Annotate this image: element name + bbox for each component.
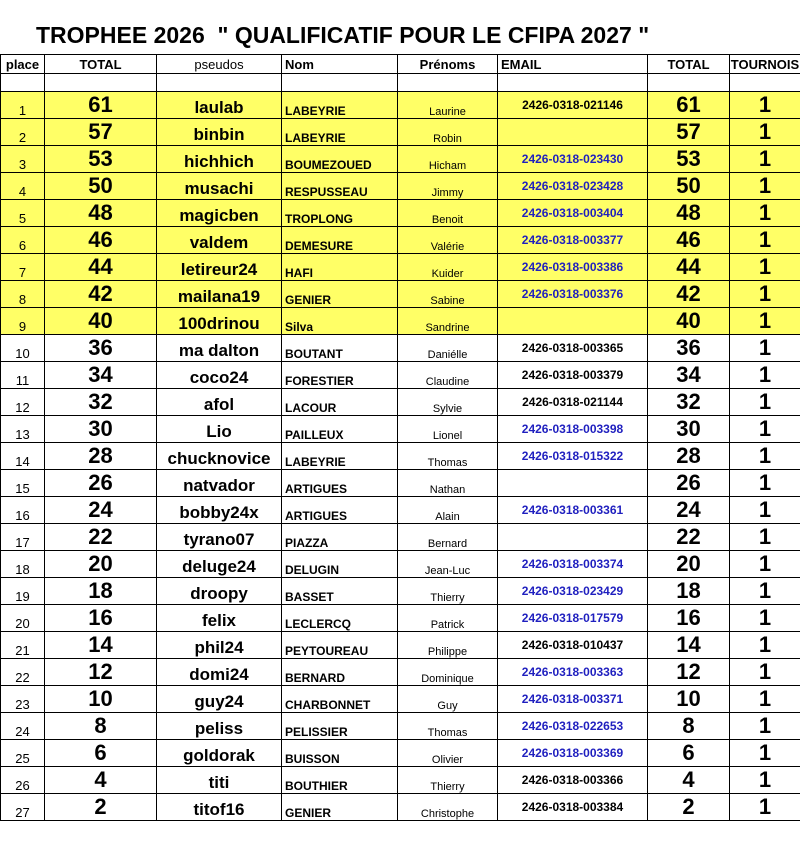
place-cell: 19 <box>1 578 45 605</box>
nom-cell: RESPUSSEAU <box>282 173 398 200</box>
email-cell <box>498 470 648 497</box>
ranking-table <box>0 54 800 821</box>
table-row <box>1 497 800 524</box>
tournois-cell: 1 <box>730 713 800 740</box>
total-cell: 32 <box>45 389 157 416</box>
pseudo-cell: deluge24 <box>157 551 282 578</box>
total-2-cell: 24 <box>648 497 730 524</box>
total-cell: 36 <box>45 335 157 362</box>
prenom-cell: Thomas <box>398 713 498 740</box>
prenom-cell: Jean-Luc <box>398 551 498 578</box>
place-cell: 10 <box>1 335 45 362</box>
email-cell: 2426-0318-003365 <box>498 335 648 362</box>
place-cell: 13 <box>1 416 45 443</box>
prenom-cell: Kuider <box>398 254 498 281</box>
table-row <box>1 416 800 443</box>
spacer-cell <box>1 74 45 92</box>
tournois-cell: 1 <box>730 578 800 605</box>
place-cell: 17 <box>1 524 45 551</box>
pseudo-cell: natvador <box>157 470 282 497</box>
table-row <box>1 119 800 146</box>
pseudo-cell: coco24 <box>157 362 282 389</box>
tournois-cell: 1 <box>730 659 800 686</box>
prenom-cell: Philippe <box>398 632 498 659</box>
place-cell: 5 <box>1 200 45 227</box>
tournois-cell: 1 <box>730 92 800 119</box>
total-2-cell: 30 <box>648 416 730 443</box>
email-cell: 2426-0318-022653 <box>498 713 648 740</box>
pseudo-cell: afol <box>157 389 282 416</box>
prenom-cell: Benoit <box>398 200 498 227</box>
header-nom: Nom <box>282 55 398 74</box>
table-row <box>1 308 800 335</box>
prenom-cell: Olivier <box>398 740 498 767</box>
place-cell: 11 <box>1 362 45 389</box>
tournois-cell: 1 <box>730 173 800 200</box>
pseudo-cell: bobby24x <box>157 497 282 524</box>
total-cell: 53 <box>45 146 157 173</box>
tournois-cell: 1 <box>730 767 800 794</box>
tournois-cell: 1 <box>730 200 800 227</box>
table-row <box>1 767 800 794</box>
email-cell: 2426-0318-003374 <box>498 551 648 578</box>
total-cell: 18 <box>45 578 157 605</box>
tournois-cell: 1 <box>730 605 800 632</box>
total-2-cell: 50 <box>648 173 730 200</box>
prenom-cell: Alain <box>398 497 498 524</box>
total-cell: 48 <box>45 200 157 227</box>
place-cell: 25 <box>1 740 45 767</box>
spacer-row <box>1 74 800 92</box>
pseudo-cell: mailana19 <box>157 281 282 308</box>
nom-cell: GENIER <box>282 281 398 308</box>
nom-cell: BUISSON <box>282 740 398 767</box>
pseudo-cell: droopy <box>157 578 282 605</box>
pseudo-cell: hichhich <box>157 146 282 173</box>
pseudo-cell: letireur24 <box>157 254 282 281</box>
tournois-cell: 1 <box>730 740 800 767</box>
place-cell: 27 <box>1 794 45 821</box>
total-2-cell: 16 <box>648 605 730 632</box>
header-pseudos: pseudos <box>157 55 282 74</box>
nom-cell: LACOUR <box>282 389 398 416</box>
table-row <box>1 551 800 578</box>
prenom-cell: Guy <box>398 686 498 713</box>
pseudo-cell: Lio <box>157 416 282 443</box>
table-row <box>1 740 800 767</box>
tournois-cell: 1 <box>730 146 800 173</box>
total-2-cell: 53 <box>648 146 730 173</box>
total-2-cell: 2 <box>648 794 730 821</box>
email-cell: 2426-0318-003384 <box>498 794 648 821</box>
tournois-cell: 1 <box>730 389 800 416</box>
email-cell: 2426-0318-010437 <box>498 632 648 659</box>
header-total: TOTAL <box>45 55 157 74</box>
prenom-cell: Lionel <box>398 416 498 443</box>
tournois-cell: 1 <box>730 497 800 524</box>
nom-cell: PEYTOUREAU <box>282 632 398 659</box>
nom-cell: TROPLONG <box>282 200 398 227</box>
email-cell: 2426-0318-017579 <box>498 605 648 632</box>
total-cell: 14 <box>45 632 157 659</box>
table-row <box>1 389 800 416</box>
tournois-cell: 1 <box>730 632 800 659</box>
nom-cell: LABEYRIE <box>282 92 398 119</box>
pseudo-cell: laulab <box>157 92 282 119</box>
nom-cell: PAILLEUX <box>282 416 398 443</box>
nom-cell: HAFI <box>282 254 398 281</box>
spacer-cell <box>282 74 398 92</box>
table-row <box>1 578 800 605</box>
total-2-cell: 20 <box>648 551 730 578</box>
prenom-cell: Hicham <box>398 146 498 173</box>
total-2-cell: 61 <box>648 92 730 119</box>
email-cell: 2426-0318-003376 <box>498 281 648 308</box>
email-cell: 2426-0318-003386 <box>498 254 648 281</box>
prenom-cell: Daniélle <box>398 335 498 362</box>
email-cell: 2426-0318-003361 <box>498 497 648 524</box>
prenom-cell: Sabine <box>398 281 498 308</box>
prenom-cell: Thierry <box>398 578 498 605</box>
pseudo-cell: titof16 <box>157 794 282 821</box>
place-cell: 4 <box>1 173 45 200</box>
total-2-cell: 36 <box>648 335 730 362</box>
email-cell: 2426-0318-003398 <box>498 416 648 443</box>
table-row <box>1 659 800 686</box>
tournois-cell: 1 <box>730 443 800 470</box>
place-cell: 1 <box>1 92 45 119</box>
table-row <box>1 281 800 308</box>
prenom-cell: Nathan <box>398 470 498 497</box>
pseudo-cell: ma dalton <box>157 335 282 362</box>
email-cell: 2426-0318-021144 <box>498 389 648 416</box>
pseudo-cell: 100drinou <box>157 308 282 335</box>
header-place: place <box>1 55 45 74</box>
prenom-cell: Dominique <box>398 659 498 686</box>
pseudo-cell: domi24 <box>157 659 282 686</box>
place-cell: 18 <box>1 551 45 578</box>
email-cell <box>498 524 648 551</box>
table-row <box>1 200 800 227</box>
total-cell: 57 <box>45 119 157 146</box>
prenom-cell: Jimmy <box>398 173 498 200</box>
nom-cell: LECLERCQ <box>282 605 398 632</box>
spacer-cell <box>157 74 282 92</box>
nom-cell: Silva <box>282 308 398 335</box>
email-cell: 2426-0318-015322 <box>498 443 648 470</box>
tournois-cell: 1 <box>730 524 800 551</box>
total-2-cell: 42 <box>648 281 730 308</box>
spacer-cell <box>398 74 498 92</box>
total-cell: 8 <box>45 713 157 740</box>
table-row <box>1 146 800 173</box>
place-cell: 8 <box>1 281 45 308</box>
place-cell: 2 <box>1 119 45 146</box>
prenom-cell: Bernard <box>398 524 498 551</box>
place-cell: 23 <box>1 686 45 713</box>
total-2-cell: 26 <box>648 470 730 497</box>
pseudo-cell: peliss <box>157 713 282 740</box>
table-row <box>1 335 800 362</box>
total-2-cell: 34 <box>648 362 730 389</box>
pseudo-cell: valdem <box>157 227 282 254</box>
place-cell: 24 <box>1 713 45 740</box>
table-row <box>1 443 800 470</box>
page-title: TROPHEE 2026 " QUALIFICATIF POUR LE CFIPA 2027 " <box>36 22 650 48</box>
total-2-cell: 6 <box>648 740 730 767</box>
email-cell: 2426-0318-021146 <box>498 92 648 119</box>
table-row <box>1 686 800 713</box>
total-cell: 6 <box>45 740 157 767</box>
email-cell: 2426-0318-003369 <box>498 740 648 767</box>
prenom-cell: Claudine <box>398 362 498 389</box>
table-row <box>1 524 800 551</box>
table-row <box>1 713 800 740</box>
prenom-cell: Robin <box>398 119 498 146</box>
nom-cell: BERNARD <box>282 659 398 686</box>
header-email: EMAIL <box>498 55 648 74</box>
table-row <box>1 92 800 119</box>
total-2-cell: 22 <box>648 524 730 551</box>
table-row <box>1 173 800 200</box>
email-cell: 2426-0318-003379 <box>498 362 648 389</box>
total-2-cell: 44 <box>648 254 730 281</box>
nom-cell: DELUGIN <box>282 551 398 578</box>
total-2-cell: 28 <box>648 443 730 470</box>
prenom-cell: Laurine <box>398 92 498 119</box>
table-row <box>1 470 800 497</box>
place-cell: 26 <box>1 767 45 794</box>
pseudo-cell: magicben <box>157 200 282 227</box>
nom-cell: BOUTHIER <box>282 767 398 794</box>
total-2-cell: 57 <box>648 119 730 146</box>
header-prenoms: Prénoms <box>398 55 498 74</box>
total-2-cell: 10 <box>648 686 730 713</box>
tournois-cell: 1 <box>730 362 800 389</box>
total-cell: 42 <box>45 281 157 308</box>
pseudo-cell: tyrano07 <box>157 524 282 551</box>
total-cell: 50 <box>45 173 157 200</box>
prenom-cell: Thierry <box>398 767 498 794</box>
email-cell <box>498 308 648 335</box>
nom-cell: FORESTIER <box>282 362 398 389</box>
place-cell: 12 <box>1 389 45 416</box>
place-cell: 6 <box>1 227 45 254</box>
total-cell: 28 <box>45 443 157 470</box>
header-total-2: TOTAL <box>648 55 730 74</box>
place-cell: 7 <box>1 254 45 281</box>
prenom-cell: Patrick <box>398 605 498 632</box>
tournois-cell: 1 <box>730 416 800 443</box>
pseudo-cell: chucknovice <box>157 443 282 470</box>
email-cell: 2426-0318-003371 <box>498 686 648 713</box>
nom-cell: LABEYRIE <box>282 119 398 146</box>
total-cell: 4 <box>45 767 157 794</box>
pseudo-cell: goldorak <box>157 740 282 767</box>
table-row <box>1 227 800 254</box>
tournois-cell: 1 <box>730 119 800 146</box>
total-2-cell: 14 <box>648 632 730 659</box>
place-cell: 20 <box>1 605 45 632</box>
nom-cell: GENIER <box>282 794 398 821</box>
total-cell: 61 <box>45 92 157 119</box>
tournois-cell: 1 <box>730 308 800 335</box>
table-row <box>1 362 800 389</box>
spacer-cell <box>730 74 800 92</box>
pseudo-cell: binbin <box>157 119 282 146</box>
tournois-cell: 1 <box>730 686 800 713</box>
email-cell: 2426-0318-003363 <box>498 659 648 686</box>
nom-cell: ARTIGUES <box>282 470 398 497</box>
email-cell <box>498 119 648 146</box>
pseudo-cell: musachi <box>157 173 282 200</box>
pseudo-cell: phil24 <box>157 632 282 659</box>
email-cell: 2426-0318-023429 <box>498 578 648 605</box>
place-cell: 16 <box>1 497 45 524</box>
prenom-cell: Thomas <box>398 443 498 470</box>
total-2-cell: 4 <box>648 767 730 794</box>
place-cell: 14 <box>1 443 45 470</box>
total-2-cell: 18 <box>648 578 730 605</box>
place-cell: 9 <box>1 308 45 335</box>
total-cell: 16 <box>45 605 157 632</box>
total-cell: 20 <box>45 551 157 578</box>
table-row <box>1 632 800 659</box>
nom-cell: DEMESURE <box>282 227 398 254</box>
tournois-cell: 1 <box>730 551 800 578</box>
total-2-cell: 48 <box>648 200 730 227</box>
place-cell: 22 <box>1 659 45 686</box>
nom-cell: ARTIGUES <box>282 497 398 524</box>
email-cell: 2426-0318-023430 <box>498 146 648 173</box>
spacer-cell <box>45 74 157 92</box>
email-cell: 2426-0318-003377 <box>498 227 648 254</box>
total-2-cell: 32 <box>648 389 730 416</box>
header-row <box>1 55 800 74</box>
total-2-cell: 8 <box>648 713 730 740</box>
tournois-cell: 1 <box>730 335 800 362</box>
pseudo-cell: guy24 <box>157 686 282 713</box>
prenom-cell: Sylvie <box>398 389 498 416</box>
nom-cell: PIAZZA <box>282 524 398 551</box>
tournois-cell: 1 <box>730 470 800 497</box>
prenom-cell: Valérie <box>398 227 498 254</box>
total-cell: 30 <box>45 416 157 443</box>
nom-cell: BASSET <box>282 578 398 605</box>
place-cell: 3 <box>1 146 45 173</box>
pseudo-cell: felix <box>157 605 282 632</box>
total-cell: 24 <box>45 497 157 524</box>
table-row <box>1 794 800 821</box>
email-cell: 2426-0318-023428 <box>498 173 648 200</box>
spacer-cell <box>498 74 648 92</box>
tournois-cell: 1 <box>730 794 800 821</box>
total-2-cell: 46 <box>648 227 730 254</box>
total-2-cell: 12 <box>648 659 730 686</box>
email-cell: 2426-0318-003404 <box>498 200 648 227</box>
nom-cell: PELISSIER <box>282 713 398 740</box>
nom-cell: BOUMEZOUED <box>282 146 398 173</box>
tournois-cell: 1 <box>730 227 800 254</box>
prenom-cell: Christophe <box>398 794 498 821</box>
total-cell: 22 <box>45 524 157 551</box>
place-cell: 15 <box>1 470 45 497</box>
total-cell: 46 <box>45 227 157 254</box>
prenom-cell: Sandrine <box>398 308 498 335</box>
total-cell: 12 <box>45 659 157 686</box>
tournois-cell: 1 <box>730 254 800 281</box>
total-2-cell: 40 <box>648 308 730 335</box>
total-cell: 34 <box>45 362 157 389</box>
total-cell: 44 <box>45 254 157 281</box>
table-row <box>1 254 800 281</box>
total-cell: 10 <box>45 686 157 713</box>
total-cell: 40 <box>45 308 157 335</box>
nom-cell: CHARBONNET <box>282 686 398 713</box>
nom-cell: LABEYRIE <box>282 443 398 470</box>
email-cell: 2426-0318-003366 <box>498 767 648 794</box>
tournois-cell: 1 <box>730 281 800 308</box>
total-cell: 26 <box>45 470 157 497</box>
total-cell: 2 <box>45 794 157 821</box>
spacer-cell <box>648 74 730 92</box>
place-cell: 21 <box>1 632 45 659</box>
table-row <box>1 605 800 632</box>
pseudo-cell: titi <box>157 767 282 794</box>
header-tournois: TOURNOIS <box>730 56 800 72</box>
nom-cell: BOUTANT <box>282 335 398 362</box>
